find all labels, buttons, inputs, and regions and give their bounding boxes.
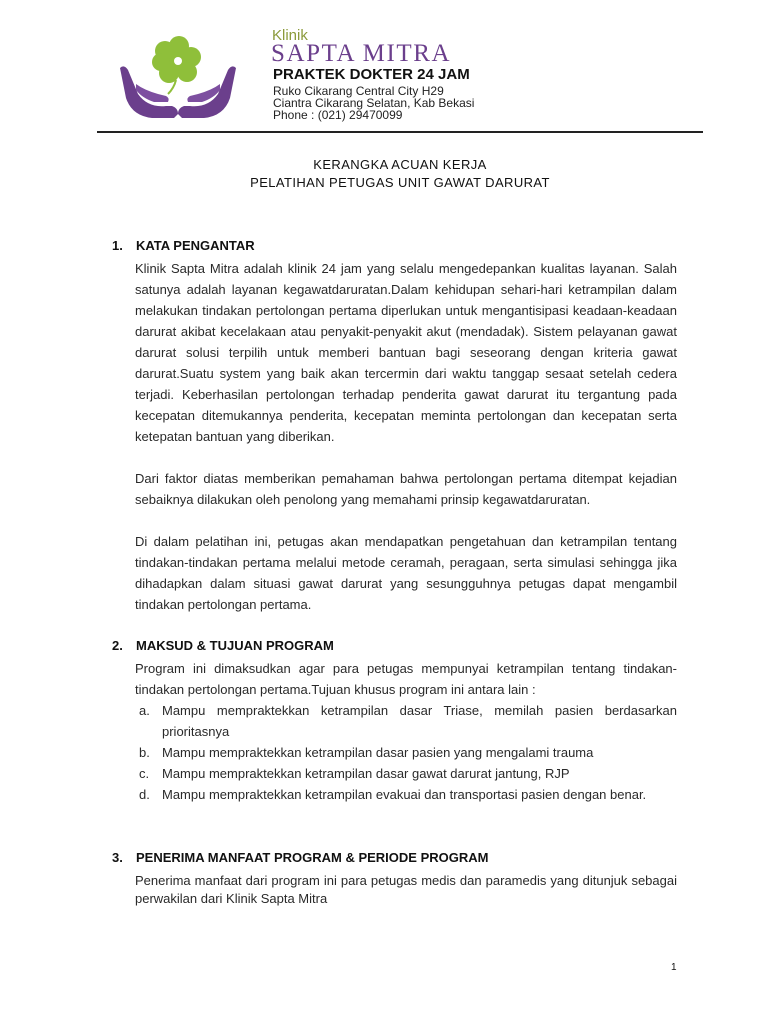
section-heading-penerima-manfaat xyxy=(112,850,488,865)
list-item-text: Mampu mempraktekkan ketrampilan evakuai dan transportasi pasien dengan benar. xyxy=(162,787,647,802)
clinic-word: Klinik xyxy=(272,27,308,44)
section-number: 1. xyxy=(112,238,123,253)
list-marker: c. xyxy=(139,766,150,781)
list-marker: d. xyxy=(139,787,150,802)
section-title: MAKSUD & TUJUAN PROGRAM xyxy=(136,638,334,653)
section-title: KATA PENGANTAR xyxy=(136,238,255,253)
section-heading-maksud-tujuan xyxy=(112,638,334,653)
clinic-logo-icon xyxy=(118,32,238,122)
clinic-name: SAPTA MITRA xyxy=(271,40,452,67)
list-item-text: Mampu mempraktekkan ketrampilan dasar gawat darurat jantung, RJP xyxy=(162,766,570,781)
section-paragraph: Di dalam pelatihan ini, petugas akan mendapatkan pengetahuan dan ketrampilan tentang tindakan-tindakan pertama melalui metode ceramah, peragaan, serta simulasi sehingga jika dihadapkan dalam situasi gawat darurat yang sesungguhnya petugas dapat mengambil tindakan pertolongan pertama. xyxy=(135,534,677,612)
list-marker: b. xyxy=(139,745,150,760)
list-item-text: Mampu mempraktekkan ketrampilan dasar pasien yang mengalami trauma xyxy=(162,745,594,760)
phone-line: Phone : (021) 29470099 xyxy=(273,108,403,122)
address-line: Ruko Cikarang Central City H29 xyxy=(273,84,444,98)
section-number: 2. xyxy=(112,638,123,653)
tagline: PRAKTEK DOKTER 24 JAM xyxy=(273,66,470,83)
document-subtitle: PELATIHAN PETUGAS UNIT GAWAT DARURAT xyxy=(250,175,550,190)
section-paragraph: Penerima manfaat dari program ini para petugas medis dan paramedis yang ditunjuk sebagai perwakilan dari Klinik Sapta Mitra xyxy=(135,873,677,906)
header-divider xyxy=(97,131,703,133)
document-title: KERANGKA ACUAN KERJA xyxy=(313,157,487,172)
section-paragraph: Klinik Sapta Mitra adalah klinik 24 jam yang selalu mengedepankan kualitas layanan. Salah satunya adalah layanan kegawatdaruratan.Dalam kehidupan sehari-hari ketrampilan dalam melakukan tindakan pertolongan pertama diperlukan untuk mengantisipasi keadaan-keadaan darurat akibat kecelakaan atau penyakit-penyakit akut (mendadak). Sistem pelayanan gawat darurat solusi terpilih untuk memberi bantuan bagi seseorang dengan kriteria gawat darurat.Suatu system yang baik akan tercermin dari waktu tanggap sesaat setelah cedera terjadi. Keberhasilan pertolongan terhadap penderita gawat darurat itu tergantung pada kecepatan ditemukannya penderita, kecepatan meminta pertolongan dan kecepatan serta ketepatan bantuan yang diberikan. xyxy=(135,261,677,444)
objectives-list xyxy=(135,700,677,805)
section-paragraph: Program ini dimaksudkan agar para petugas mempunyai ketrampilan tentang tindakan-tindakan pertolongan pertama.Tujuan khusus program ini antara lain : xyxy=(135,661,677,697)
page-number: 1 xyxy=(671,962,677,973)
list-item xyxy=(135,700,677,742)
section-heading-kata-pengantar xyxy=(112,238,255,253)
list-item xyxy=(135,742,677,763)
section-number: 3. xyxy=(112,850,123,865)
list-item xyxy=(135,763,677,784)
section-paragraph: Dari faktor diatas memberikan pemahaman bahwa pertolongan pertama ditempat kejadian sebaiknya dilakukan oleh penolong yang memahami prinsip kegawatdaruratan. xyxy=(135,471,677,507)
list-marker: a. xyxy=(139,703,150,718)
address-line: Ciantra Cikarang Selatan, Kab Bekasi xyxy=(273,96,475,110)
list-item-text: Mampu mempraktekkan ketrampilan dasar Triase, memilah pasien berdasarkan prioritasnya xyxy=(162,703,677,739)
section-title: PENERIMA MANFAAT PROGRAM & PERIODE PROGRAM xyxy=(136,850,489,865)
list-item xyxy=(135,784,677,805)
